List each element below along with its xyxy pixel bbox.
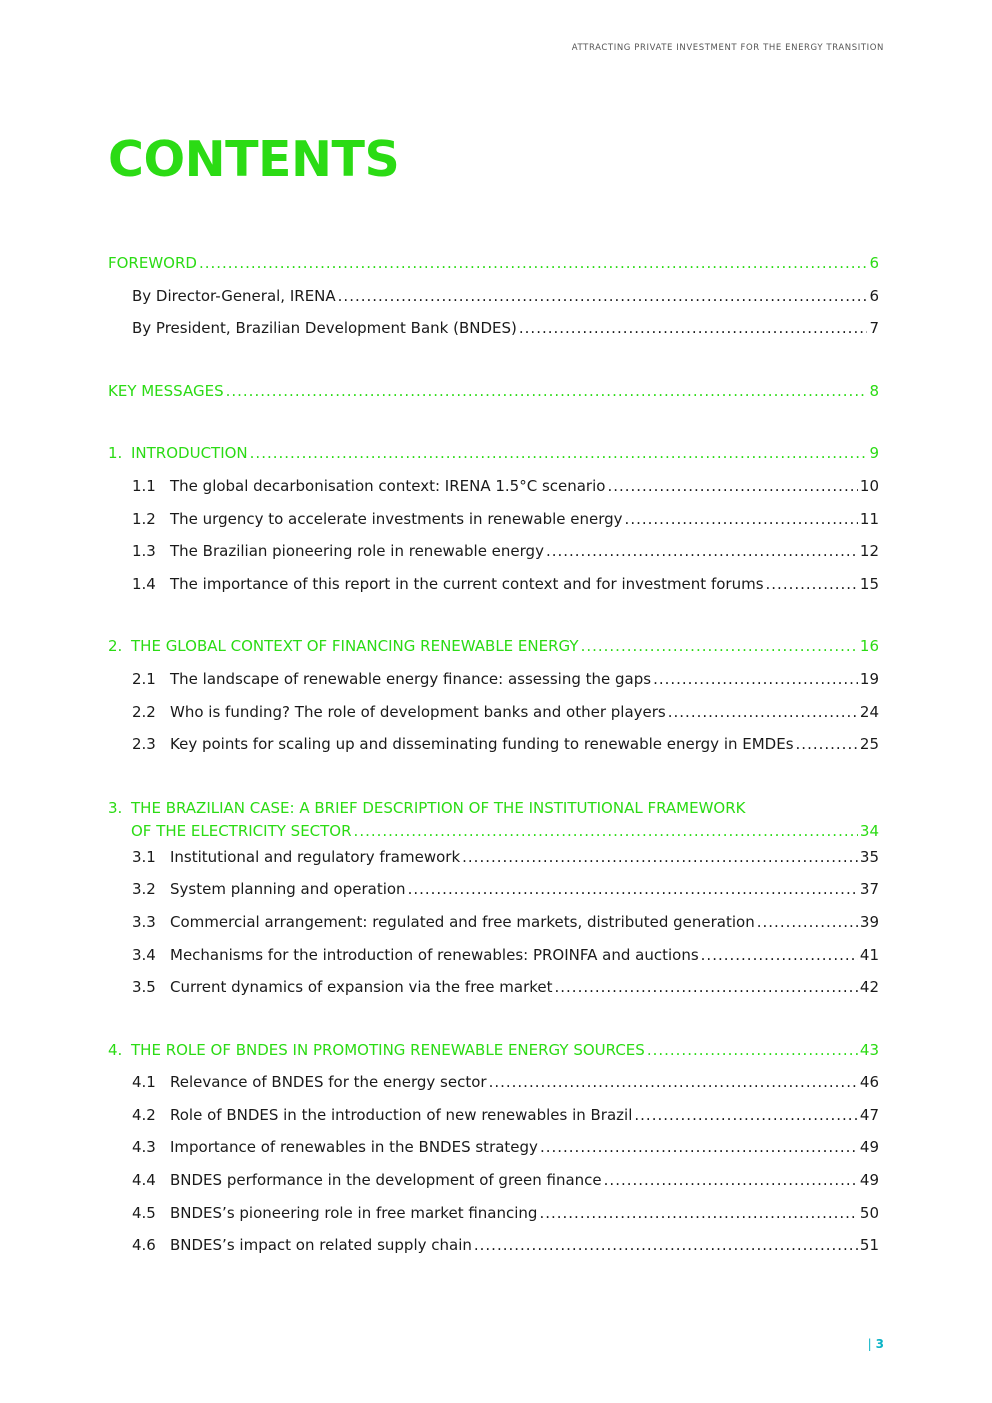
- toc-subentry-label: Institutional and regulatory framework: [170, 847, 461, 866]
- toc-entry-label: THE BRAZILIAN CASE: A BRIEF DESCRIPTION OF THE INSTITUTIONAL FRAMEWORK: [131, 798, 746, 817]
- toc-subentry[interactable]: [108, 1133, 879, 1166]
- toc-entry-line: [108, 820, 879, 843]
- dot-leader: [226, 381, 868, 401]
- toc-section-key-messages: [108, 377, 879, 410]
- toc-subentry[interactable]: [108, 282, 879, 315]
- toc-subentry-page: 7: [869, 319, 879, 338]
- dot-leader: [607, 476, 857, 496]
- toc-entry-line: [108, 797, 879, 820]
- toc-subentry-label: Current dynamics of expansion via the free market: [170, 978, 553, 997]
- toc-subentry[interactable]: [108, 665, 879, 698]
- toc-subentry-label: The Brazilian pioneering role in renewable energy: [170, 542, 544, 561]
- dot-leader: [462, 847, 858, 867]
- toc-entry-label-continued: OF THE ELECTRICITY SECTOR: [131, 821, 352, 840]
- dot-leader: [408, 879, 858, 899]
- toc-subentry[interactable]: [108, 505, 879, 538]
- toc-subentry[interactable]: [108, 1231, 879, 1264]
- toc-subentry[interactable]: [108, 570, 879, 603]
- toc-subentry[interactable]: [108, 908, 879, 941]
- dot-leader: [581, 636, 858, 656]
- toc-subentry[interactable]: [108, 314, 879, 347]
- toc-subentry-label: Commercial arrangement: regulated and free markets, distributed generation: [170, 912, 755, 931]
- toc-subentry-number: 3.4: [132, 945, 156, 964]
- running-header: ATTRACTING PRIVATE INVESTMENT FOR THE ENERGY TRANSITION: [571, 43, 884, 53]
- toc-section-foreword: [108, 249, 879, 347]
- toc-subentry[interactable]: [108, 698, 879, 731]
- dot-leader: [757, 912, 858, 932]
- toc-section-global-context: [108, 632, 879, 762]
- toc-subentry-page: 39: [859, 912, 879, 931]
- toc-subentry-number: 1.2: [132, 509, 156, 528]
- dot-leader: [668, 702, 858, 722]
- dot-leader: [634, 1105, 858, 1125]
- toc-subentry-label: Relevance of BNDES for the energy sector: [170, 1073, 487, 1092]
- toc-entry-role-of-bndes[interactable]: [108, 1036, 879, 1069]
- toc-entry-label: KEY MESSAGES: [108, 381, 224, 400]
- toc-entry-number: 4.: [108, 1040, 123, 1059]
- toc-subentry-page: 19: [859, 669, 879, 688]
- toc-subentry[interactable]: [108, 843, 879, 876]
- toc-entry-page: 8: [869, 381, 879, 400]
- toc-entry-number: 3.: [108, 798, 123, 817]
- toc-subentry[interactable]: [108, 1068, 879, 1101]
- toc-entry-label: INTRODUCTION: [131, 444, 248, 463]
- toc-subentry-label: Mechanisms for the introduction of renewables: PROINFA and auctions: [170, 945, 699, 964]
- toc-entry-introduction[interactable]: [108, 439, 879, 472]
- toc-subentry-label: BNDES’s impact on related supply chain: [170, 1236, 472, 1255]
- dot-leader: [546, 541, 858, 561]
- dot-leader: [199, 253, 868, 273]
- toc-entry-page: 16: [859, 637, 879, 656]
- toc-subentry-number: 3.3: [132, 912, 156, 931]
- toc-subentry-page: 42: [859, 978, 879, 997]
- dot-leader: [539, 1203, 857, 1223]
- toc-subentry-label: Role of BNDES in the introduction of new renewables in Brazil: [170, 1105, 633, 1124]
- toc-subentry-number: 4.1: [132, 1073, 156, 1092]
- toc-entry-brazilian-case[interactable]: [108, 793, 879, 843]
- dot-leader: [489, 1072, 858, 1092]
- toc-subentry-number: 2.3: [132, 735, 156, 754]
- toc-subentry-label: BNDES performance in the development of green finance: [170, 1171, 602, 1190]
- dot-leader: [474, 1235, 858, 1255]
- toc-subentry-page: 15: [859, 574, 879, 593]
- toc-subentry-label: The urgency to accelerate investments in renewable energy: [170, 509, 623, 528]
- dot-leader: [354, 820, 858, 843]
- toc-subentry-label: BNDES’s pioneering role in free market financing: [170, 1203, 538, 1222]
- toc-subentry-number: 1.1: [132, 476, 156, 495]
- toc-subentry[interactable]: [108, 941, 879, 974]
- toc-entry-number: 2.: [108, 637, 123, 656]
- dot-leader: [540, 1137, 858, 1157]
- dot-leader: [796, 734, 858, 754]
- toc-subentry-number: 3.5: [132, 978, 156, 997]
- toc-subentry[interactable]: [108, 1199, 879, 1232]
- toc-subentry-label: Who is funding? The role of development banks and other players: [170, 702, 666, 721]
- toc-subentry-label: The importance of this report in the current context and for investment forums: [170, 574, 764, 593]
- toc-subentry-number: 2.1: [132, 669, 156, 688]
- toc-subentry[interactable]: [108, 730, 879, 763]
- toc-subentry-page: 6: [869, 286, 879, 305]
- toc-subentry-page: 11: [859, 509, 879, 528]
- toc-subentry-label: By Director-General, IRENA: [132, 286, 336, 305]
- toc-entry-page: 9: [869, 444, 879, 463]
- toc-subentry[interactable]: [108, 1166, 879, 1199]
- toc-entry-global-context[interactable]: [108, 632, 879, 665]
- dot-leader: [519, 318, 868, 338]
- toc-subentry-label: System planning and operation: [170, 880, 406, 899]
- table-of-contents: [108, 249, 879, 1294]
- toc-subentry-page: 12: [859, 542, 879, 561]
- toc-subentry-number: 4.3: [132, 1138, 156, 1157]
- toc-section-brazilian-case: [108, 793, 879, 1006]
- toc-section-introduction: [108, 439, 879, 602]
- toc-subentry-page: 51: [859, 1236, 879, 1255]
- dot-leader: [604, 1170, 858, 1190]
- toc-entry-number: 1.: [108, 444, 123, 463]
- toc-entry-page: 6: [869, 254, 879, 272]
- toc-subentry-page: 46: [859, 1073, 879, 1092]
- dot-leader: [555, 977, 858, 997]
- toc-entry-page: 43: [859, 1040, 879, 1059]
- toc-subentry-label: The global decarbonisation context: IRENA 1.5°C scenario: [170, 476, 606, 495]
- toc-entry-page: 34: [859, 821, 879, 840]
- toc-subentry-number: 3.2: [132, 880, 156, 899]
- toc-subentry-label: By President, Brazilian Development Bank (BNDES): [132, 319, 517, 338]
- toc-entry-label: THE GLOBAL CONTEXT OF FINANCING RENEWABLE ENERGY: [131, 637, 579, 656]
- toc-subentry-label: Key points for scaling up and disseminating funding to renewable energy in EMDEs: [170, 735, 794, 754]
- toc-subentry-page: 47: [859, 1105, 879, 1124]
- page-number: 3: [875, 1337, 884, 1351]
- toc-subentry-page: 49: [859, 1171, 879, 1190]
- toc-subentry[interactable]: [108, 472, 879, 505]
- toc-subentry-page: 41: [859, 945, 879, 964]
- toc-subentry-number: 4.6: [132, 1236, 156, 1255]
- dot-leader: [647, 1040, 858, 1060]
- toc-subentry-page: 50: [859, 1203, 879, 1222]
- toc-subentry-label: Importance of renewables in the BNDES strategy: [170, 1138, 538, 1157]
- dot-leader: [250, 443, 868, 463]
- toc-entry-foreword[interactable]: [108, 249, 879, 282]
- toc-subentry[interactable]: [108, 1101, 879, 1134]
- dot-leader: [625, 509, 858, 529]
- toc-subentry[interactable]: [108, 973, 879, 1006]
- toc-subentry-number: 4.4: [132, 1171, 156, 1190]
- toc-subentry-page: 37: [859, 880, 879, 899]
- toc-entry-label: THE ROLE OF BNDES IN PROMOTING RENEWABLE ENERGY SOURCES: [131, 1040, 645, 1059]
- toc-subentry-label: The landscape of renewable energy finance: assessing the gaps: [170, 669, 652, 688]
- dot-leader: [338, 286, 868, 306]
- toc-subentry-number: 1.3: [132, 542, 156, 561]
- page-title: CONTENTS: [108, 131, 400, 188]
- dot-leader: [653, 669, 858, 689]
- toc-subentry-number: 3.1: [132, 847, 156, 866]
- toc-subentry-number: 4.5: [132, 1203, 156, 1222]
- toc-subentry[interactable]: [108, 537, 879, 570]
- toc-subentry-page: 49: [859, 1138, 879, 1157]
- page-footer: [868, 1337, 884, 1351]
- toc-entry-label: FOREWORD: [108, 254, 197, 272]
- toc-subentry-number: 2.2: [132, 702, 156, 721]
- toc-subentry-number: 1.4: [132, 574, 156, 593]
- toc-subentry-page: 25: [859, 735, 879, 754]
- dot-leader: [766, 574, 858, 594]
- toc-subentry[interactable]: [108, 875, 879, 908]
- footer-separator: |: [867, 1337, 872, 1351]
- toc-subentry-number: 4.2: [132, 1105, 156, 1124]
- toc-subentry-page: 10: [859, 476, 879, 495]
- toc-entry-key-messages[interactable]: [108, 377, 879, 410]
- toc-subentry-page: 35: [859, 847, 879, 866]
- dot-leader: [701, 945, 858, 965]
- toc-section-role-of-bndes: [108, 1036, 879, 1264]
- toc-subentry-page: 24: [859, 702, 879, 721]
